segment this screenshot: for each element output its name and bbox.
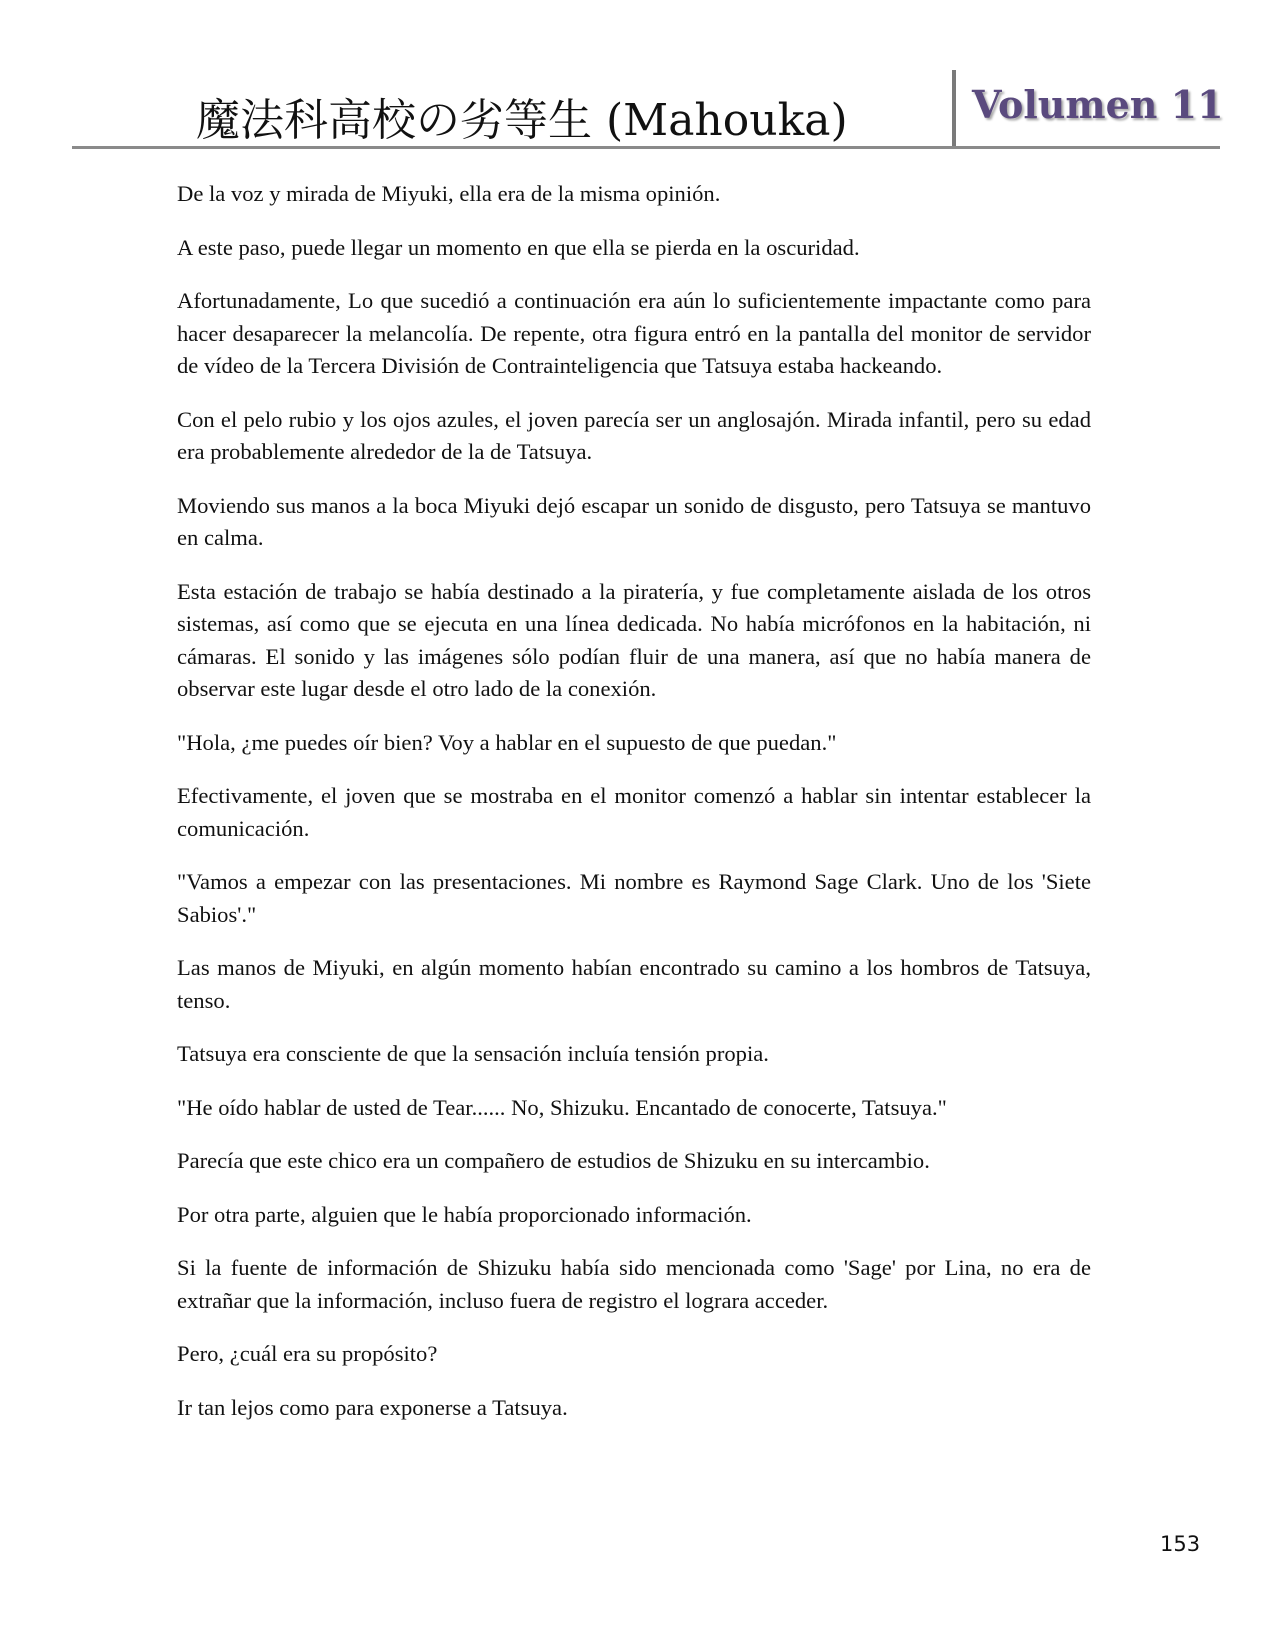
header-rule bbox=[72, 146, 1220, 149]
paragraph: Afortunadamente, Lo que sucedió a continuación era aún lo suficientemente impactante como para hacer desaparecer la melancolía. De repente, otra figura entró en la pantalla del monitor de servidor de vídeo de la Tercera División de Contrainteligencia que Tatsuya estaba hackeando. bbox=[177, 288, 1091, 378]
paragraph: De la voz y mirada de Miyuki, ella era de la misma opinión. bbox=[177, 181, 721, 206]
paragraph: "He oído hablar de usted de Tear...... No, Shizuku. Encantado de conocerte, Tatsuya." bbox=[177, 1094, 947, 1120]
paragraph: "Vamos a empezar con las presentaciones. Mi nombre es Raymond Sage Clark. Uno de los 'Siete Sabios'." bbox=[177, 869, 1091, 927]
book-title: 魔法科高校の劣等生 (Mahouka) bbox=[196, 95, 848, 146]
paragraph: Parecía que este chico era un compañero de estudios de Shizuku en su intercambio. bbox=[177, 1148, 930, 1173]
paragraph: Efectivamente, el joven que se mostraba en el monitor comenzó a hablar sin intentar establecer la comunicación. bbox=[177, 783, 1091, 841]
body-text bbox=[177, 178, 1091, 1445]
header-divider bbox=[952, 70, 956, 146]
paragraph: "Hola, ¿me puedes oír bien? Voy a hablar en el supuesto de que puedan." bbox=[177, 729, 837, 755]
paragraph: Tatsuya era consciente de que la sensación incluía tensión propia. bbox=[177, 1041, 769, 1066]
paragraph: Pero, ¿cuál era su propósito? bbox=[177, 1341, 438, 1366]
page-header bbox=[72, 70, 1224, 150]
page-number: 153 bbox=[1160, 1532, 1201, 1556]
paragraph: Ir tan lejos como para exponerse a Tatsuya. bbox=[177, 1394, 568, 1420]
paragraph: Por otra parte, alguien que le había proporcionado información. bbox=[177, 1201, 752, 1227]
paragraph: Las manos de Miyuki, en algún momento habían encontrado su camino a los hombros de Tatsuya, tenso. bbox=[177, 955, 1091, 1013]
volume-label: Volumen 11 bbox=[972, 82, 1224, 127]
paragraph: Esta estación de trabajo se había destinado a la piratería, y fue completamente aislada de los otros sistemas, así como que se ejecuta en una línea dedicada. No había micrófonos en la habitación, ni cámaras. El sonido y las imágenes sólo podían fluir de una manera, así que no había manera de observar este lugar desde el otro lado de la conexión. bbox=[177, 578, 1091, 701]
paragraph: Si la fuente de información de Shizuku había sido mencionada como 'Sage' por Lina, no era de extrañar que la información, incluso fuera de registro el lograra acceder. bbox=[177, 1255, 1091, 1313]
paragraph: Con el pelo rubio y los ojos azules, el joven parecía ser un anglosajón. Mirada infantil, pero su edad era probablemente alrededor de la de Tatsuya. bbox=[177, 406, 1091, 464]
paragraph: Moviendo sus manos a la boca Miyuki dejó escapar un sonido de disgusto, pero Tatsuya se mantuvo en calma. bbox=[177, 492, 1091, 550]
paragraph: A este paso, puede llegar un momento en que ella se pierda en la oscuridad. bbox=[177, 234, 860, 260]
